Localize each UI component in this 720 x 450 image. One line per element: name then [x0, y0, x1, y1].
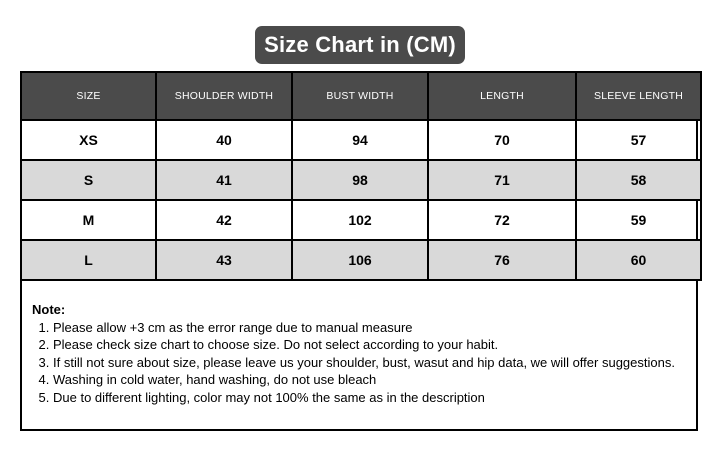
header-sleeve-length: SLEEVE LENGTH	[576, 72, 701, 120]
cell-bust-width: 94	[292, 120, 428, 160]
header-bust-width: BUST WIDTH	[292, 72, 428, 120]
cell-size: XS	[21, 120, 156, 160]
cell-size: M	[21, 200, 156, 240]
cell-size: L	[21, 240, 156, 280]
table-header-row	[21, 72, 701, 120]
cell-bust-width: 102	[292, 200, 428, 240]
cell-sleeve-length: 59	[576, 200, 701, 240]
cell-sleeve-length: 58	[576, 160, 701, 200]
header-shoulder-width: SHOULDER WIDTH	[156, 72, 292, 120]
note-item: 1. Please allow +3 cm as the error range due to manual measure	[53, 319, 686, 337]
header-size: SIZE	[21, 72, 156, 120]
cell-bust-width: 98	[292, 160, 428, 200]
size-chart-panel	[20, 71, 698, 431]
cell-sleeve-length: 57	[576, 120, 701, 160]
table-row	[21, 200, 701, 240]
note-title: Note:	[32, 302, 66, 317]
cell-shoulder-width: 43	[156, 240, 292, 280]
cell-shoulder-width: 41	[156, 160, 292, 200]
table-row	[21, 240, 701, 280]
cell-shoulder-width: 40	[156, 120, 292, 160]
size-table	[20, 71, 702, 281]
cell-shoulder-width: 42	[156, 200, 292, 240]
note-item: 4. Washing in cold water, hand washing, do not use bleach	[53, 371, 686, 389]
cell-sleeve-length: 60	[576, 240, 701, 280]
note-list	[32, 319, 686, 407]
cell-bust-width: 106	[292, 240, 428, 280]
cell-length: 72	[428, 200, 576, 240]
cell-length: 76	[428, 240, 576, 280]
note-item: 2. Please check size chart to choose size. Do not select according to your habit.	[53, 336, 686, 354]
cell-size: S	[21, 160, 156, 200]
page-title: Size Chart in (CM)	[255, 26, 465, 64]
note-section	[32, 301, 686, 406]
header-length: LENGTH	[428, 72, 576, 120]
note-item: 5. Due to different lighting, color may not 100% the same as in the description	[53, 389, 686, 407]
table-row	[21, 160, 701, 200]
title-container	[0, 26, 720, 64]
cell-length: 71	[428, 160, 576, 200]
cell-length: 70	[428, 120, 576, 160]
table-row	[21, 120, 701, 160]
note-item: 3. If still not sure about size, please leave us your shoulder, bust, wasut and hip data, we will offer suggestions.	[53, 354, 686, 372]
